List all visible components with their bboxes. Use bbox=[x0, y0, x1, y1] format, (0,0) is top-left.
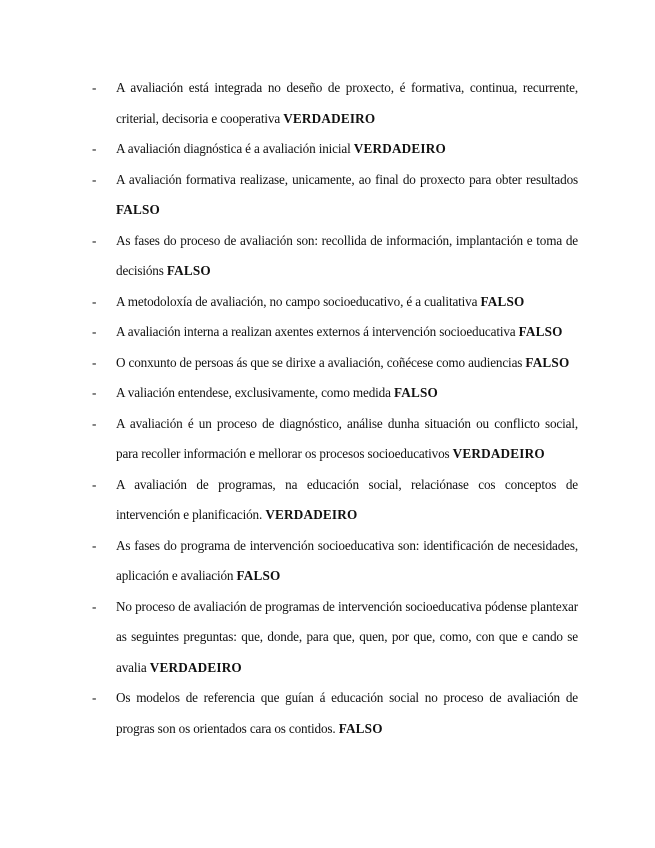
list-item bbox=[92, 531, 578, 592]
answer-label: VERDADEIRO bbox=[149, 659, 242, 675]
dash-bullet: - bbox=[92, 598, 97, 614]
answer-label: VERDADEIRO bbox=[283, 110, 376, 126]
dash-bullet: - bbox=[92, 690, 97, 705]
list-item bbox=[92, 165, 578, 226]
statement-text: A metodoloxía de avaliación, no campo socioeducativo, é a cualitativa bbox=[116, 293, 478, 309]
list-item bbox=[92, 683, 578, 744]
dash-bullet: - bbox=[92, 537, 97, 553]
statement-text: Os modelos de referencia que guían á educación social no proceso de avaliación de progras son os orientados cara os contidos. bbox=[116, 690, 578, 736]
dash-bullet: - bbox=[92, 141, 97, 156]
statement-text: A valiación entendese, exclusivamente, como medida bbox=[116, 385, 391, 400]
answer-label: FALSO bbox=[525, 354, 570, 370]
statement-text: A avaliación diagnóstica é a avaliación inicial bbox=[116, 141, 351, 156]
answer-label: FALSO bbox=[518, 324, 563, 339]
answer-label: VERDADEIRO bbox=[353, 141, 446, 156]
answer-label: VERDADEIRO bbox=[265, 507, 358, 522]
statement-text: A avaliación é un proceso de diagnóstico, análise dunha situación ou conflicto social, para recoller información e mellorar os procesos socioeducativos bbox=[116, 415, 578, 461]
list-item bbox=[92, 317, 578, 348]
dash-bullet: - bbox=[92, 385, 97, 400]
dash-bullet: - bbox=[92, 415, 97, 431]
list-item bbox=[92, 134, 578, 165]
answer-label: FALSO bbox=[394, 385, 438, 400]
list-item bbox=[92, 592, 578, 684]
dash-bullet: - bbox=[92, 171, 97, 187]
answer-label: VERDADEIRO bbox=[452, 446, 545, 461]
answer-label: FALSO bbox=[116, 202, 160, 217]
statement-text: As fases do proceso de avaliación son: recollida de información, implantación e toma de decisións bbox=[116, 232, 578, 278]
answer-label: FALSO bbox=[166, 263, 211, 278]
answer-label: FALSO bbox=[480, 293, 525, 309]
list-item bbox=[92, 287, 578, 318]
dash-bullet: - bbox=[92, 476, 97, 492]
list-item bbox=[92, 470, 578, 531]
statement-text: A avaliación interna a realizan axentes externos á intervención socioeducativa bbox=[116, 324, 516, 339]
statement-text: A avaliación formativa realizase, unicamente, ao final do proxecto para obter resultados bbox=[116, 171, 578, 187]
list-item bbox=[92, 409, 578, 470]
statement-text: As fases do programa de intervención socioeducativa son: identificación de necesidades, aplicación e avaliación bbox=[116, 537, 578, 583]
list-item bbox=[92, 226, 578, 287]
answer-label: FALSO bbox=[338, 720, 383, 736]
statement-text: No proceso de avaliación de programas de intervención socioeducativa pódense plantexar as seguintes preguntas: que, donde, para que, quen, por que, como, con que e cando se avalia bbox=[116, 598, 578, 675]
dash-bullet: - bbox=[92, 80, 97, 95]
answer-label: FALSO bbox=[236, 568, 281, 583]
dash-bullet: - bbox=[92, 354, 97, 370]
statement-text: A avaliación de programas, na educación social, relaciónase cos conceptos de intervención e planificación. bbox=[116, 476, 578, 522]
list-item bbox=[92, 378, 578, 409]
dash-bullet: - bbox=[92, 324, 97, 339]
true-false-list bbox=[92, 73, 578, 744]
list-item bbox=[92, 73, 578, 134]
statement-text: A avaliación está integrada no deseño de proxecto, é formativa, continua, recurrente, criterial, decisoria e cooperativa bbox=[116, 80, 578, 126]
dash-bullet: - bbox=[92, 293, 97, 309]
statement-text: O conxunto de persoas ás que se dirixe a avaliación, coñécese como audiencias bbox=[116, 354, 523, 370]
list-item bbox=[92, 348, 578, 379]
dash-bullet: - bbox=[92, 232, 97, 248]
